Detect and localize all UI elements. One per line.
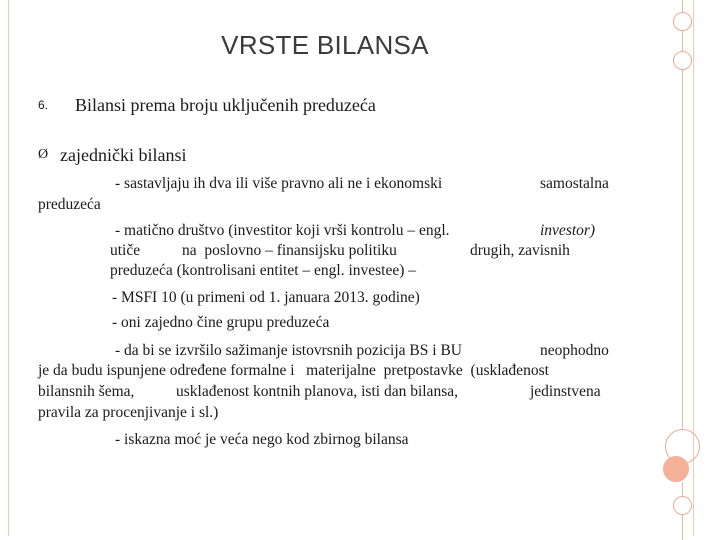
section-heading: Bilansi prema broju uključenih preduzeća (75, 95, 376, 115)
chain-line (682, 515, 683, 540)
body-line: jedinstvena (530, 383, 601, 400)
page-title: VRSTE BILANSA (221, 30, 429, 60)
body-line: usklađenost kontnih planova, isti dan bilansa, (176, 383, 458, 400)
body-line: je da budu ispunjene određene formalne i materijalne pretpostavke (usklađenost (38, 362, 549, 379)
body-line: na poslovno – finansijsku politiku (182, 242, 397, 259)
body-line: neophodno (540, 342, 609, 359)
bullet-heading: zajednički bilansi (60, 145, 187, 165)
body-line: drugih, zavisnih (470, 242, 570, 259)
section-number: 6. (38, 98, 49, 112)
chain-line (682, 482, 683, 496)
body-line: preduzeća (38, 196, 101, 213)
body-line: bilansnih šema, (38, 383, 135, 400)
body-line: investor) (540, 222, 596, 239)
body-line: samostalna (540, 175, 609, 192)
body-line: preduzeća (kontrolisani entitet – engl. investee) – (110, 262, 417, 279)
chain-line (682, 70, 683, 429)
body-line: - sastavljaju ih dva ili više pravno ali ne i ekonomski (115, 175, 443, 192)
body-line: - matično društvo (investitor koji vrši kontrolu – engl. (115, 222, 450, 239)
decorative-ring-icon (673, 51, 692, 70)
bullet-arrow-icon: Ø (38, 147, 49, 162)
decorative-dot-icon (663, 456, 689, 482)
body-line: pravila za procenjivanje i sl.) (38, 404, 219, 421)
body-line: - oni zajedno čine grupu preduzeća (112, 314, 330, 331)
decorative-ring-icon (673, 12, 692, 31)
decorative-ring-icon (673, 496, 692, 515)
body-line: - iskazna moć je veća nego kod zbirnog bilansa (115, 431, 409, 448)
body-line: - MSFI 10 (u primeni od 1. januara 2013. godine) (112, 289, 420, 306)
body-line: utiče (110, 242, 141, 259)
chain-line (682, 0, 683, 12)
body-line: - da bi se izvršilo sažimanje istovrsnih pozicija BS i BU (115, 342, 462, 359)
chain-line (682, 31, 683, 51)
